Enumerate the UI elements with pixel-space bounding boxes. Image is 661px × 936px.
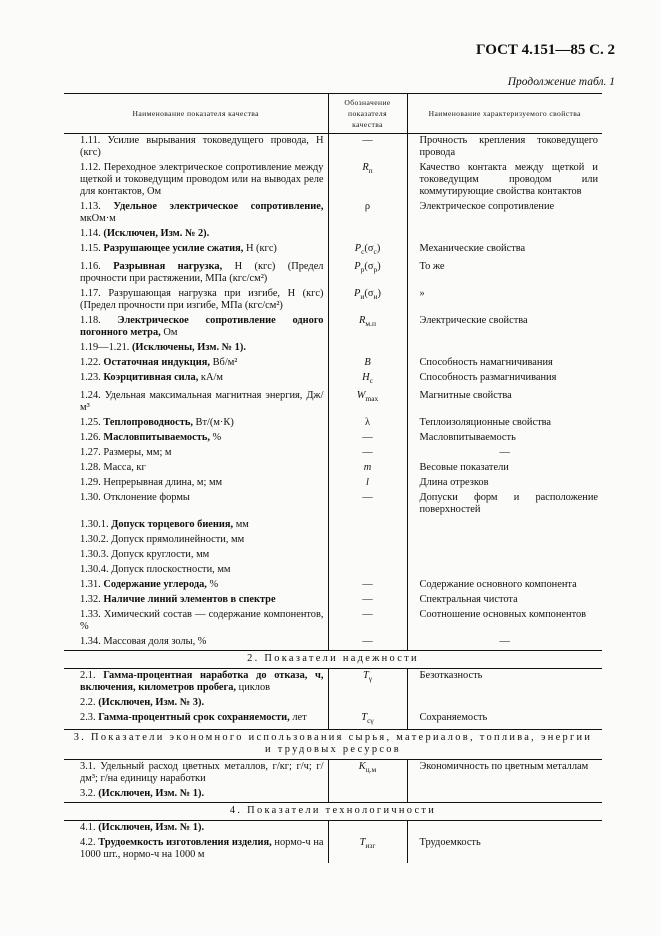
indicator-symbol: l [366,477,369,489]
indicator-number: 1.15. [80,243,101,254]
indicator-name: лет [289,712,307,724]
indicator-name-bold: Масловпитываемость, [103,432,210,444]
indicator-number: 1.16. [80,261,101,273]
table-row [64,431,602,446]
indicator-name: Непрерывная длина, м; мм [103,477,223,489]
indicator-name: Ом [160,327,178,339]
indicator-symbol-cell [328,371,407,389]
table-body [64,134,602,864]
indicator-name-bold: Допуск торцевого биения, [111,519,234,531]
characterized-property: » [419,288,425,300]
indicator-name: Массовая доля золы, % [103,636,207,648]
page-header: ГОСТ 4.151—85 С. 2 [476,42,615,58]
indicator-name-cell [64,491,328,518]
symbol-alt: (σ [364,243,374,254]
indicator-name-cell [64,416,328,431]
indicator-number: 1.13. [80,201,101,212]
indicator-symbol-cell [328,161,407,200]
characterized-property: Безотказность [419,670,483,682]
indicator-name: Усилие вырывания токоведущего провода, Н (кгс) [80,135,324,158]
indicator-name-cell [64,242,328,260]
indicator-symbol-cell [328,821,407,837]
symbol-subscript: γ [368,674,373,684]
indicator-symbol: — [362,135,373,146]
indicator-symbol-cell [328,242,407,260]
indicator-number: 1.30.2. [80,534,109,546]
table-row [64,446,602,461]
indicator-number: 1.24. [80,390,101,402]
indicator-number: 1.19—1.21. [80,342,130,354]
table-row [64,134,602,162]
indicator-name-cell [64,608,328,635]
quality-indicators-table [64,93,602,863]
indicator-symbol-cell [328,836,407,863]
indicator-name-cell [64,161,328,200]
indicator-name: мкОм·м [80,213,116,224]
characterized-property: Электрические свойства [419,315,528,327]
indicator-name-cell [64,787,328,803]
indicator-name-cell [64,134,328,162]
symbol-alt: (σ [364,261,374,273]
characterized-property: — [499,636,510,648]
indicator-symbol: W [356,390,366,402]
indicator-name-cell [64,518,328,533]
indicator-name-cell [64,476,328,491]
table-continuation-label: Продолжение табл. 1 [507,76,615,88]
indicator-symbol: — [362,447,373,459]
symbol-subscript: изг [365,841,376,851]
indicator-name-bold: Гамма-процентный срок сохраняемости, [98,712,290,724]
indicator-symbol-cell [328,356,407,371]
indicator-number: 3.2. [80,788,96,800]
indicator-name-bold: Трудоемкость изготовления изделия, [98,837,272,849]
indicator-number: 1.26. [80,432,101,444]
indicator-symbol: H [362,372,370,384]
indicator-number: 1.32. [80,594,101,606]
column-header-name: Наименование показателя качества [64,94,328,134]
indicator-name-cell [64,593,328,608]
indicator-symbol: B [364,357,371,369]
indicator-name-bold: Гамма-процентная наработка до отказа, ч, включения, километров пробега, [80,670,324,694]
indicator-name: Масса, кг [103,462,146,474]
symbol-alt-subscript: c [373,247,377,257]
table-header-row [64,94,602,134]
indicator-name: нормо-ч на 1000 шт., нормо-ч на 1000 м [80,837,324,861]
indicator-name-bold: (Исключены, Изм. № 1). [131,342,246,354]
indicator-name-cell [64,371,328,389]
indicator-name-bold: Остаточная индукция, [103,357,211,369]
indicator-symbol-cell [328,461,407,476]
characterized-property: Сохраняемость [419,712,488,724]
indicator-name: % [209,432,222,444]
indicator-name-cell [64,760,328,788]
indicator-symbol: ρ [364,201,371,212]
indicator-symbol: m [363,462,372,474]
symbol-subscript: м.п [365,319,376,329]
indicator-symbol: R [362,162,369,173]
characterized-property: Качество контакта между щеткой и токоведущим проводом или коммутирующие свойства контактов [419,162,598,197]
table-row [64,227,602,242]
symbol-alt-close: ) [376,243,381,254]
indicator-name-cell [64,533,328,548]
indicator-symbol-cell [328,548,407,563]
section-heading-row [64,730,602,760]
indicator-number: 1.34. [80,636,101,648]
indicator-number: 2.2. [80,697,96,709]
indicator-name-cell [64,669,328,697]
table-row [64,242,602,260]
indicator-name: Допуск круглости, мм [111,549,210,561]
section-heading: 2. Показатели надежности [64,651,602,669]
indicator-name: Вт/(м·К) [192,417,234,429]
indicator-symbol: — [362,492,373,504]
characterized-property: Экономичность по цветным металлам [419,761,589,773]
indicator-name-cell [64,287,328,314]
indicator-name-cell [64,836,328,863]
indicator-name-bold: (Исключен, Изм. № 1). [98,822,205,834]
indicator-symbol-cell [328,635,407,651]
indicator-name-bold: Разрушающее усилие сжатия, [103,243,244,254]
indicator-symbol-cell [328,608,407,635]
table-row [64,608,602,635]
characterized-property: Содержание основного компонента [419,579,577,591]
indicator-number: 4.1. [80,822,96,834]
indicator-name-cell [64,446,328,461]
indicator-name-cell [64,548,328,563]
indicator-symbol: T [359,837,366,849]
indicator-name-cell [64,711,328,730]
table-row [64,533,602,548]
indicator-number: 1.14. [80,228,101,239]
indicator-name-cell [64,821,328,837]
indicator-name: Н (кгс) (Предел прочности при растяжении, МПа (кгс/см²) [80,261,324,285]
indicator-name-cell [64,314,328,341]
table-row [64,578,602,593]
indicator-symbol-cell [328,476,407,491]
table-row [64,341,602,356]
symbol-alt: (σ [364,288,374,300]
table-row [64,461,602,476]
section-heading-row [64,803,602,821]
table-row [64,593,602,608]
indicator-name: циклов [236,682,271,694]
table-row [64,669,602,697]
indicator-name: Переходное электрическое сопротивление между щеткой и токоведущим проводом или на выводах реле для контактов, Ом [80,162,324,197]
symbol-subscript: cγ [367,716,374,726]
indicator-symbol-cell [328,563,407,578]
indicator-number: 1.25. [80,417,101,429]
characterized-property: Длина отрезков [419,477,489,489]
symbol-subscript: ц.м [365,765,377,775]
indicator-symbol: T [362,670,369,682]
indicator-name-bold: Разрывная нагрузка, [113,261,223,273]
indicator-symbol-cell [328,431,407,446]
indicator-name: Химический состав — содержание компонентов, % [80,609,324,633]
table-row [64,711,602,730]
characterized-property: То же [419,261,445,273]
indicator-symbol-cell [328,760,407,788]
indicator-symbol: λ [364,417,371,429]
characterized-property: Способность намагничивания [419,357,553,369]
indicator-symbol-cell [328,593,407,608]
indicator-number: 1.33. [80,609,101,621]
indicator-number: 1.30.1. [80,519,109,531]
table-row [64,200,602,227]
table-row [64,371,602,389]
indicator-name: Отклонение формы [103,492,190,504]
indicator-number: 1.17. [80,288,101,300]
table-row [64,696,602,711]
indicator-name: Удельная максимальная магнитная энергия, Дж/м³ [80,390,324,414]
indicator-name-cell [64,461,328,476]
indicator-number: 1.28. [80,462,101,474]
indicator-symbol-cell [328,389,407,416]
indicator-name-bold: Коэрцитивная сила, [103,372,199,384]
indicator-name: Разрушающая нагрузка при изгибе, Н (кгс) (Предел прочности при изгибе, МПа (кгс/см²) [80,288,324,312]
characterized-property: Электрическое сопротивление [419,201,555,212]
section-heading: 4. Показатели технологичности [64,803,602,821]
characterized-property: Масловпитываемость [419,432,516,444]
symbol-subscript: р [360,265,365,275]
indicator-name-cell [64,389,328,416]
indicator-name-cell [64,356,328,371]
table-row [64,760,602,788]
indicator-number: 1.12. [80,162,101,173]
characterized-property: — [499,447,510,459]
section-heading: 3. Показатели экономного использования сырья, материалов, топлива, энергии и трудовых ресурсов [64,730,602,760]
characterized-property [407,696,602,711]
indicator-symbol-cell [328,491,407,518]
characterized-property: Прочность крепления токоведущего провода [419,135,598,158]
characterized-property [407,518,602,533]
indicator-number: 1.18. [80,315,101,327]
indicator-symbol-cell [328,787,407,803]
characterized-property [407,533,602,548]
indicator-name-cell [64,227,328,242]
characterized-property: Магнитные свойства [419,390,512,402]
indicator-name-cell [64,563,328,578]
indicator-symbol-cell [328,711,407,730]
table-row [64,821,602,837]
symbol-subscript: c [361,247,365,257]
table-row [64,356,602,371]
indicator-symbol-cell [328,696,407,711]
characterized-property [407,787,602,803]
indicator-symbol-cell [328,533,407,548]
indicator-symbol: P [354,243,362,254]
characterized-property [407,548,602,563]
indicator-symbol: — [362,594,373,606]
indicator-symbol: K [358,761,366,773]
symbol-subscript: и [360,292,365,302]
indicator-symbol: — [362,579,373,591]
indicator-name-cell [64,341,328,356]
column-header-symbol: Обозначение показателя качества [328,94,407,134]
characterized-property [407,563,602,578]
indicator-name: Н (кгс) [243,243,277,254]
symbol-alt-subscript: и [373,292,378,302]
indicator-symbol-cell [328,416,407,431]
indicator-symbol-cell [328,227,407,242]
indicator-number: 1.31. [80,579,101,591]
characterized-property: Допуски форм и расположение поверхностей [419,492,598,516]
indicator-number: 1.30.4. [80,564,109,576]
table-row [64,635,602,651]
indicator-name: % [206,579,219,591]
symbol-alt-subscript: р [373,265,378,275]
indicator-name-cell [64,431,328,446]
indicator-name-bold: (Исключен, Изм. № 2). [103,228,210,239]
indicator-name-cell [64,635,328,651]
table-row [64,314,602,341]
indicator-symbol: P [354,261,361,273]
indicator-name-bold: Электрическое сопротивление одного погонного метра, [80,315,324,339]
indicator-name: Удельный расход цветных металлов, г/кг; г/ч; г/дм³; г/на единицу наработки [80,761,324,785]
indicator-number: 1.23. [80,372,101,384]
indicator-symbol-cell [328,669,407,697]
indicator-symbol: — [362,609,373,621]
indicator-name-bold: Содержание углерода, [103,579,207,591]
symbol-subscript: п [368,166,373,176]
indicator-number: 1.27. [80,447,101,459]
indicator-number: 2.1. [80,670,96,682]
table-row [64,491,602,518]
indicator-symbol-cell [328,134,407,162]
symbol-subscript: c [369,376,373,386]
indicator-symbol: T [361,712,368,724]
characterized-property [407,821,602,837]
indicator-number: 1.29. [80,477,101,489]
indicator-name: Допуск прямолинейности, мм [111,534,245,546]
indicator-name: кА/м [198,372,223,384]
characterized-property: Соотношение основных компонентов [419,609,587,621]
indicator-number: 4.2. [80,837,96,849]
characterized-property: Трудоемкость [419,837,481,849]
indicator-number: 1.22. [80,357,101,369]
table-row [64,518,602,533]
indicator-number: 3.1. [80,761,96,773]
table-row [64,563,602,578]
indicator-name-bold: (Исключен, Изм. № 3). [98,697,205,709]
characterized-property: Спектральная чистота [419,594,518,606]
indicator-symbol-cell [328,200,407,227]
indicator-symbol: R [359,315,366,327]
indicator-name-cell [64,696,328,711]
table-row [64,416,602,431]
section-heading-row [64,651,602,669]
table-row [64,548,602,563]
symbol-alt-close: ) [377,261,381,273]
indicator-symbol: — [362,432,373,444]
indicator-name-bold: Теплопроводность, [103,417,193,429]
indicator-name: Размеры, мм; м [103,447,172,459]
indicator-symbol-cell [328,341,407,356]
indicator-name: Допуск плоскостности, мм [111,564,231,576]
indicator-name-cell [64,578,328,593]
indicator-name-bold: Наличие линий элементов в спектре [103,594,276,606]
indicator-name: мм [233,519,249,531]
indicator-name: Вб/м² [210,357,238,369]
symbol-alt-close: ) [377,288,381,300]
indicator-symbol-cell [328,518,407,533]
indicator-symbol-cell [328,446,407,461]
column-header-property: Наименование характеризуемого свойства [407,94,602,134]
indicator-number: 1.11. [80,135,101,146]
table-row [64,389,602,416]
characterized-property: Механические свойства [419,243,526,254]
indicator-symbol-cell [328,578,407,593]
table-row [64,287,602,314]
indicator-symbol-cell [328,287,407,314]
symbol-subscript: max [365,394,379,404]
indicator-symbol-cell [328,260,407,287]
characterized-property: Теплоизоляционные свойства [419,417,551,429]
table-row [64,836,602,863]
table-row [64,787,602,803]
table-row [64,260,602,287]
indicator-name-cell [64,200,328,227]
table-row [64,161,602,200]
characterized-property: Способность размагничивания [419,372,557,384]
indicator-symbol: P [354,288,361,300]
indicator-symbol-cell [328,314,407,341]
indicator-name-bold: (Исключен, Изм. № 1). [98,788,205,800]
indicator-number: 1.30. [80,492,101,504]
characterized-property [407,341,602,356]
indicator-number: 1.30.3. [80,549,109,561]
indicator-name-cell [64,260,328,287]
indicator-name-bold: Удельное электрическое сопротивление, [113,201,324,212]
characterized-property [407,227,602,242]
indicator-number: 2.3. [80,712,96,724]
indicator-symbol: — [362,636,373,648]
characterized-property: Весовые показатели [419,462,509,474]
table-row [64,476,602,491]
